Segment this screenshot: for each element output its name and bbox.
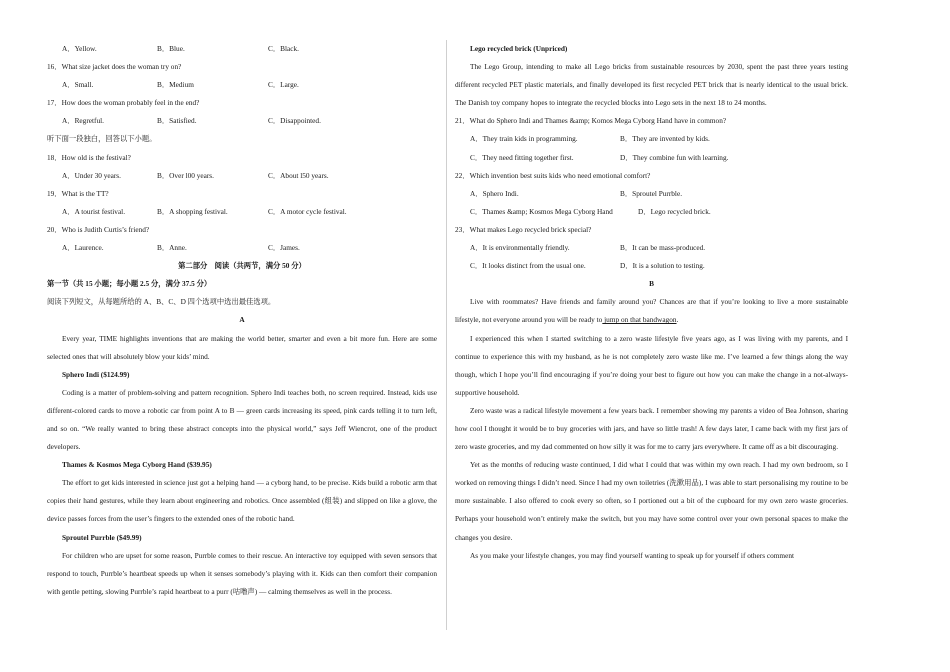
option: A．Sphero Indi. — [470, 188, 519, 198]
q22-options — [455, 185, 848, 203]
passage-b-label: B — [649, 279, 654, 289]
item3-title: Sproutel Purrble ($49.99) — [62, 532, 142, 542]
option: C．James. — [268, 243, 300, 253]
option: C．It looks distinct from the usual one. — [470, 261, 586, 271]
option: D．Lego recycled brick. — [638, 206, 711, 216]
option: C．They need fitting together first. — [470, 152, 574, 162]
option: A．Laurence. — [62, 243, 104, 253]
q18-options — [47, 167, 437, 185]
option: C．Thames &amp; Kosmos Mega Cyborg Hand — [470, 206, 613, 216]
item2-title: Thames & Kosmos Mega Cyborg Hand ($39.95) — [62, 460, 212, 470]
question-18: 18．How old is the festival? — [47, 152, 131, 162]
option: D．It is a solution to testing. — [620, 261, 705, 271]
option: B．It can be mass-produced. — [620, 243, 706, 253]
item4-title: Lego recycled brick (Unpriced) — [470, 44, 568, 53]
passage-b-p1-end: . — [676, 315, 679, 325]
question-17: 17．How does the woman probably feel in the end? — [47, 98, 200, 108]
option: B．They are invented by kids. — [620, 134, 710, 144]
section1-title: 第一节（共 15 小题；每小题 2.5 分，满分 37.5 分） — [47, 279, 212, 289]
passage-b-p4: Yet as the months of reducing waste continued, I did what I could that was within my own reach. I had my own bedroom, so I worked on removing things I didn’t need. Since I had my own toiletries (洗漱用品), I was able to start personalising my routine to be more sustainable. I also offered to cook every so often, so I portioned out a bit of the cupboard for my own zero waste groceries. Perhaps your household won’t entirely make the switch, but you may have some control over your own personal spaces to make the changes you desire. — [455, 460, 848, 542]
underlined-phrase: jump on that bandwagon — [602, 315, 677, 325]
question-23: 23．What makes Lego recycled brick special? — [455, 224, 592, 234]
option: B．Satisfied. — [157, 116, 197, 126]
option: A．Small. — [62, 80, 94, 90]
option: C．Black. — [268, 44, 300, 53]
item1-text: Coding is a matter of problem-solving and pattern recognition. Sphero Indi teaches both, no screen required. Instead, kids use different-colored cards to move a robotic car from point A to B — green cards increasing its speed, pink cards telling it to turn left, and so on. “We really wanted to bring these abstract concepts into the physical world,” says Jeff Wiencrot, one of the product developers. — [47, 387, 437, 452]
item4-text: The Lego Group, intending to make all Lego bricks from sustainable resources by 2030, spent the past three years testing different recycled PET plastic materials, and finally developed its first recycled PET brick that is nearly identical to the usual brick. The Danish toy company hopes to integrate the recycled blocks into Lego sets in the next 18 to 24 months. — [455, 62, 848, 108]
part2-title: 第二部分 阅读（共两节，满分 50 分） — [178, 261, 306, 271]
q23-options-row2 — [455, 257, 848, 275]
passage-a-label: A — [239, 315, 245, 325]
option: A．A tourist festival. — [62, 206, 126, 216]
option: A．They train kids in programming. — [470, 134, 578, 144]
column-divider — [446, 40, 447, 630]
q21-options-row2 — [455, 149, 848, 167]
item2-text: The effort to get kids interested in science just got a helping hand — a cyborg hand, to be precise. Kids build a robotic arm that copies their hand gestures, while they learn about engineering and robotics. Once assembled (组装) and slipped on like a glove, the device passes forces from the user’s fingers to the extended ones of the robotic hand. — [47, 478, 437, 524]
option: B．A shopping festival. — [157, 206, 228, 216]
option: C．About l50 years. — [268, 170, 329, 180]
passage-b-p1-text: Live with roommates? Have friends and family around you? Chances are that if you’re looking to live a more sustainable lifestyle, not everyone around you will be ready to — [455, 297, 848, 325]
option: A．Under 30 years. — [62, 170, 121, 180]
option: C．A motor cycle festival. — [268, 206, 347, 216]
option: A．Yellow. — [62, 44, 97, 53]
question-21: 21．What do Sphero Indi and Thames &amp; Komos Mega Cyborg Hand have in common? — [455, 116, 727, 126]
question-16: 16．What size jacket does the woman try on? — [47, 62, 182, 72]
option: B．Anne. — [157, 243, 187, 253]
question-22: 22．Which invention best suits kids who need emotional comfort? — [455, 170, 651, 180]
right-column — [455, 40, 848, 565]
option: B．Over l00 years. — [157, 170, 214, 180]
passage-b-p3: Zero waste was a radical lifestyle movement a few years back. I remember showing my parents a video of Bea Johnson, sharing how cool I thought it would be to buy groceries with jars, and have so little trash! A few days later, I came back with my first jars of zero waste groceries, and my dad commented on how silly it was for me to carry jars everywhere. It came off as a bit discouraging. — [455, 405, 848, 452]
passage-a-intro: Every year, TIME highlights inventions that are making the world better, smarter and even a bit more fun. Here are some selected ones that will absolutely blow your kids’ mind. — [47, 333, 437, 361]
item3-text: For children who are upset for some reason, Purrble comes to their rescue. An interactive toy equipped with seven sensors that respond to touch, Purrble’s heartbeat speeds up when it senses somebody’s playing with it. Kids can then comfort their companion with gentle petting, slowing Purrble’s rapid heartbeat to a purr (咕噜声) — calming themselves as well in the process. — [47, 550, 437, 596]
passage-b-p5: As you make your lifestyle changes, you may find yourself wanting to speak up for yourself if others comment — [470, 550, 795, 560]
question-19: 19．What is the TT? — [47, 188, 109, 198]
passage-b-p2: I experienced this when I started switching to a zero waste lifestyle five years ago, as I was living with my parents, and I continue to experience this with my husband, as he is not completely zero waste like me. I’ve learned a few things along the way though, which I hope you’ll find encouraging if you’re doing your best to figure out how you can make the change in a not-always-supportive household. — [455, 333, 848, 397]
option: A．It is environmentally friendly. — [470, 243, 570, 253]
option: C．Disappointed. — [268, 116, 321, 126]
section1-instruction: 阅读下列短文，从每题所给的 A、B、C、D 四个选项中选出最佳选项。 — [47, 297, 276, 307]
monologue-instruction: 听下面一段独白，回答以下小题。 — [47, 134, 157, 144]
q22-options-row2 — [455, 203, 848, 221]
q21-options — [455, 130, 848, 148]
left-column — [47, 40, 437, 601]
q15-options — [47, 40, 437, 58]
q20-options — [47, 239, 437, 257]
q23-options — [455, 239, 848, 257]
option: C．Large. — [268, 80, 299, 90]
passage-b-p1 — [455, 293, 848, 329]
option: D．They combine fun with learning. — [620, 152, 729, 162]
question-20: 20．Who is Judith Curtis’s friend? — [47, 224, 150, 234]
q17-options — [47, 112, 437, 130]
option: B．Medium — [157, 80, 194, 90]
q16-options — [47, 76, 437, 94]
option: B．Sproutel Purrble. — [620, 188, 683, 198]
item1-title: Sphero Indi ($124.99) — [62, 369, 130, 379]
option: B．Blue. — [157, 44, 185, 53]
option: A．Regretful. — [62, 116, 104, 126]
q19-options — [47, 203, 437, 221]
